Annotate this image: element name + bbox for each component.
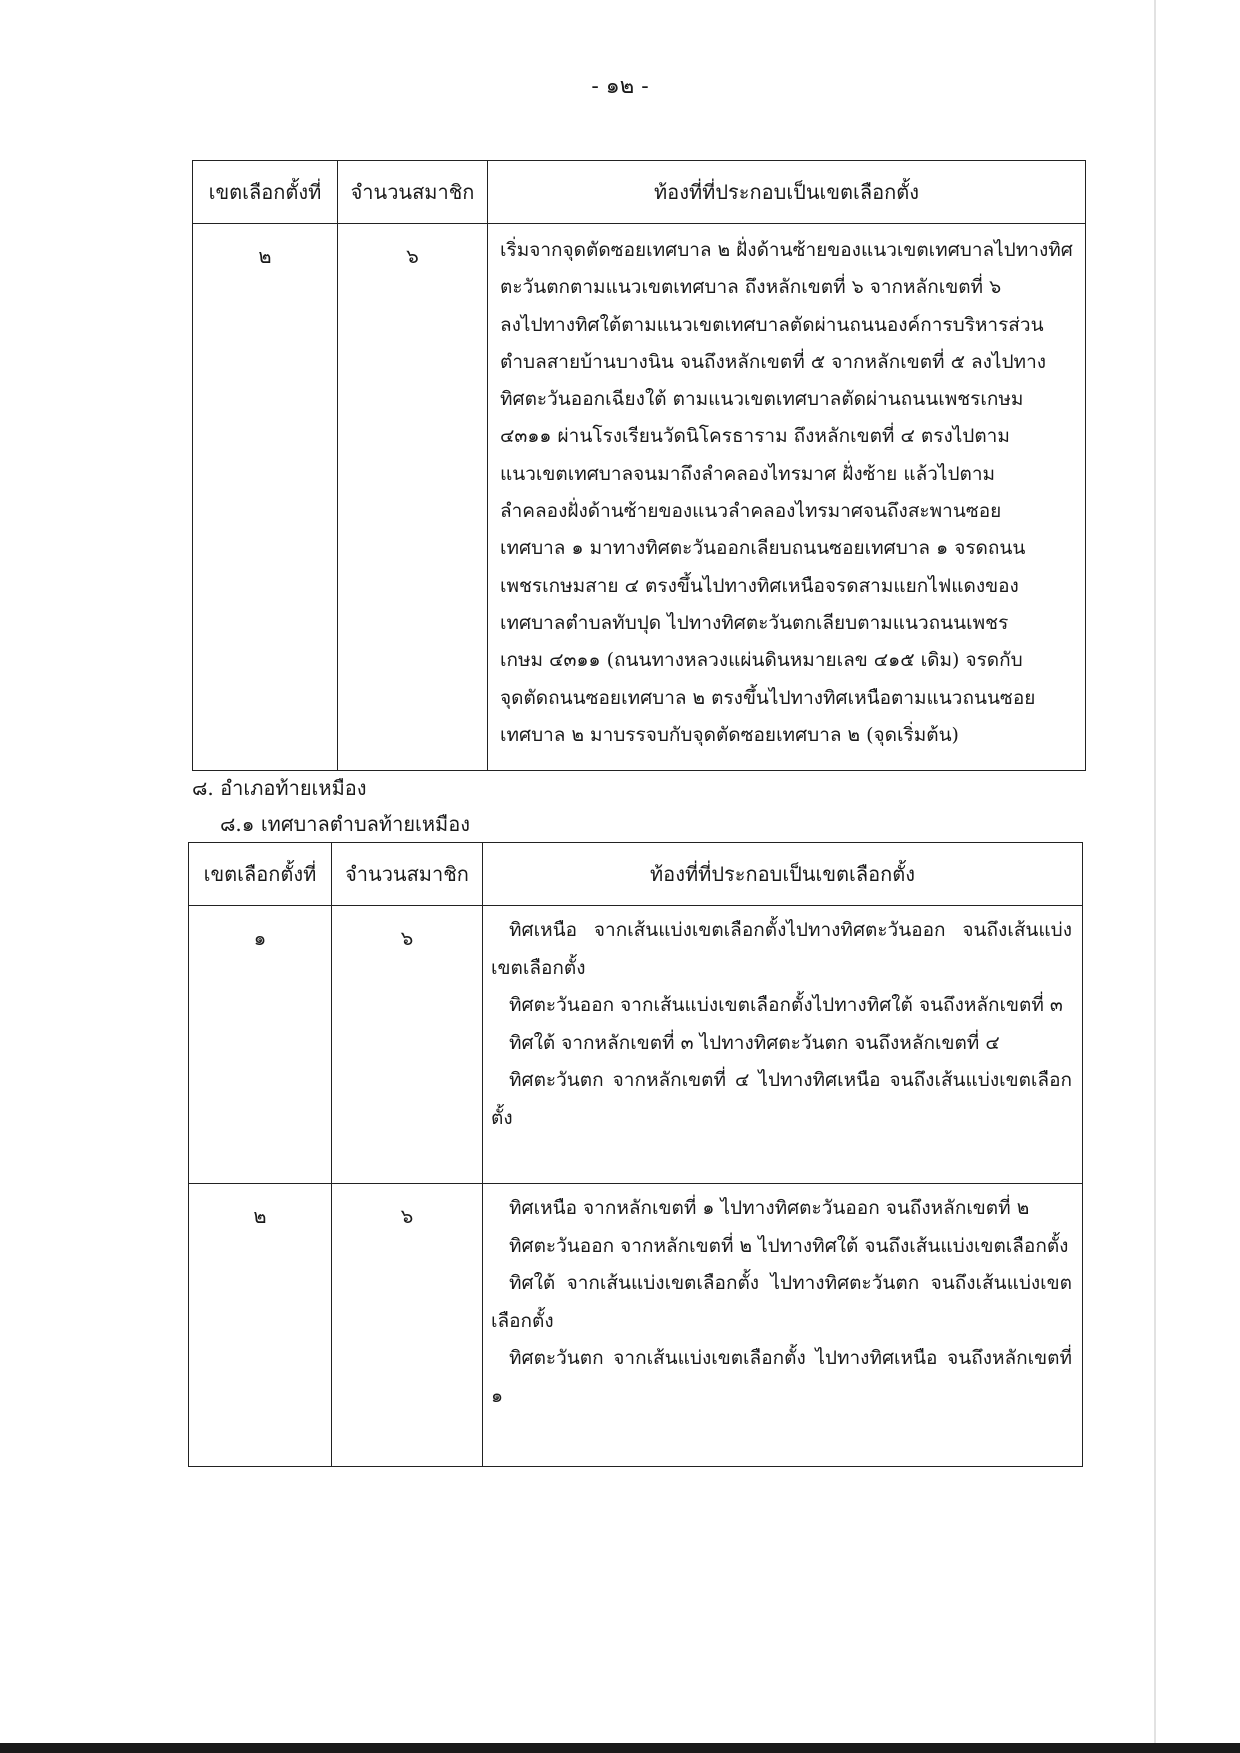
district-heading: ๘. อำเภอท้ายเหมือง xyxy=(192,776,367,800)
description-line: ตะวันตกตามแนวเขตเทศบาล ถึงหลักเขตที่ ๖ จากหลักเขตที่ ๖ xyxy=(500,276,1002,299)
description-line: เริ่มจากจุดตัดซอยเทศบาล ๒ ฝั่งด้านซ้ายของแนวเขตเทศบาลไปทางทิศ xyxy=(500,239,1073,261)
table-row xyxy=(193,224,1086,771)
description-line: ลงไปทางทิศใต้ตามแนวเขตเทศบาลตัดผ่านถนนองค์การบริหารส่วน xyxy=(500,313,1044,336)
municipality-heading: ๘.๑ เทศบาลตำบลท้ายเหมือง xyxy=(220,812,471,836)
header-zone: เขตเลือกตั้งที่ xyxy=(193,161,338,224)
boundary-east: ทิศตะวันออก จากหลักเขตที่ ๒ ไปทางทิศใต้ จนถึงเส้นแบ่งเขตเลือกตั้ง xyxy=(509,1234,1069,1257)
description-line: ๔๓๑๑ ผ่านโรงเรียนวัดนิโครธาราม ถึงหลักเขตที่ ๔ ตรงไปตาม xyxy=(500,425,1010,448)
scan-bottom-edge xyxy=(0,1743,1240,1753)
description-line: ตำบลสายบ้านบางนิน จนถึงหลักเขตที่ ๕ จากหลักเขตที่ ๕ ลงไปทาง xyxy=(500,350,1047,373)
description-line: ทิศตะวันออกเฉียงใต้ ตามแนวเขตเทศบาลตัดผ่านถนนเพชรเกษม xyxy=(500,388,1024,411)
boundary-north: ทิศเหนือ จากหลักเขตที่ ๑ ไปทางทิศตะวันออก จนถึงหลักเขตที่ ๒ xyxy=(509,1197,1030,1219)
description-line: เทศบาล ๑ มาทางทิศตะวันออกเลียบถนนซอยเทศบาล ๑ จรดถนน xyxy=(500,537,1026,560)
header-members: จำนวนสมาชิก xyxy=(338,161,488,224)
page-number: - ๑๒ - xyxy=(591,74,649,99)
description-line: จุดตัดถนนซอยเทศบาล ๒ ตรงขึ้นไปทางทิศเหนือตามแนวถนนซอย xyxy=(500,686,1036,709)
table-row xyxy=(189,1184,1083,1467)
scan-edge-line xyxy=(1154,0,1156,1753)
election-zone-table-1 xyxy=(192,160,1086,771)
boundary-east: ทิศตะวันออก จากเส้นแบ่งเขตเลือกตั้งไปทางทิศใต้ จนถึงหลักเขตที่ ๓ xyxy=(509,994,1063,1016)
boundary-south: ทิศใต้ จากเส้นแบ่งเขตเลือกตั้ง ไปทางทิศตะวันตก จนถึงเส้นแบ่งเขตเลือกตั้ง xyxy=(491,1272,1072,1332)
table-header-row xyxy=(193,161,1086,224)
description-line: เทศบาลตำบลทับปุด ไปทางทิศตะวันตกเลียบตามแนวถนนเพชร xyxy=(500,611,1009,634)
zone-number: ๒ xyxy=(189,1184,332,1467)
table-header-row xyxy=(189,843,1083,906)
area-description xyxy=(483,906,1083,1184)
header-area: ท้องที่ที่ประกอบเป็นเขตเลือกตั้ง xyxy=(488,161,1086,224)
boundary-west: ทิศตะวันตก จากเส้นแบ่งเขตเลือกตั้ง ไปทางทิศเหนือ จนถึงหลักเขตที่ ๑ xyxy=(491,1347,1072,1407)
member-count: ๖ xyxy=(332,906,483,1184)
boundary-north: ทิศเหนือ จากเส้นแบ่งเขตเลือกตั้งไปทางทิศตะวันออก จนถึงเส้นแบ่งเขตเลือกตั้ง xyxy=(491,919,1072,979)
election-zone-table-2 xyxy=(188,842,1083,1467)
table-row xyxy=(189,906,1083,1184)
boundary-west: ทิศตะวันตก จากหลักเขตที่ ๔ ไปทางทิศเหนือ จนถึงเส้นแบ่งเขตเลือกตั้ง xyxy=(491,1069,1072,1129)
header-zone: เขตเลือกตั้งที่ xyxy=(189,843,332,906)
description-line: เกษม ๔๓๑๑ (ถนนทางหลวงแผ่นดินหมายเลข ๔๑๕ เดิม) จรดกับ xyxy=(500,649,1023,672)
description-line: เทศบาล ๒ มาบรรจบกับจุดตัดซอยเทศบาล ๒ (จุดเริ่มต้น) xyxy=(500,723,959,746)
area-description xyxy=(483,1184,1083,1467)
member-count: ๖ xyxy=(338,224,488,771)
header-area: ท้องที่ที่ประกอบเป็นเขตเลือกตั้ง xyxy=(483,843,1083,906)
zone-number: ๒ xyxy=(193,224,338,771)
description-line: เพชรเกษมสาย ๔ ตรงขึ้นไปทางทิศเหนือจรดสามแยกไฟแดงของ xyxy=(500,574,1019,597)
member-count: ๖ xyxy=(332,1184,483,1467)
header-members: จำนวนสมาชิก xyxy=(332,843,483,906)
area-description xyxy=(488,224,1086,771)
zone-number: ๑ xyxy=(189,906,332,1184)
description-line: แนวเขตเทศบาลจนมาถึงลำคลองไทรมาศ ฝั่งซ้าย แล้วไปตาม xyxy=(500,462,996,485)
description-line: ลำคลองฝั่งด้านซ้ายของแนวลำคลองไทรมาศจนถึงสะพานซอย xyxy=(500,500,1002,523)
boundary-south: ทิศใต้ จากหลักเขตที่ ๓ ไปทางทิศตะวันตก จนถึงหลักเขตที่ ๔ xyxy=(509,1031,1000,1054)
